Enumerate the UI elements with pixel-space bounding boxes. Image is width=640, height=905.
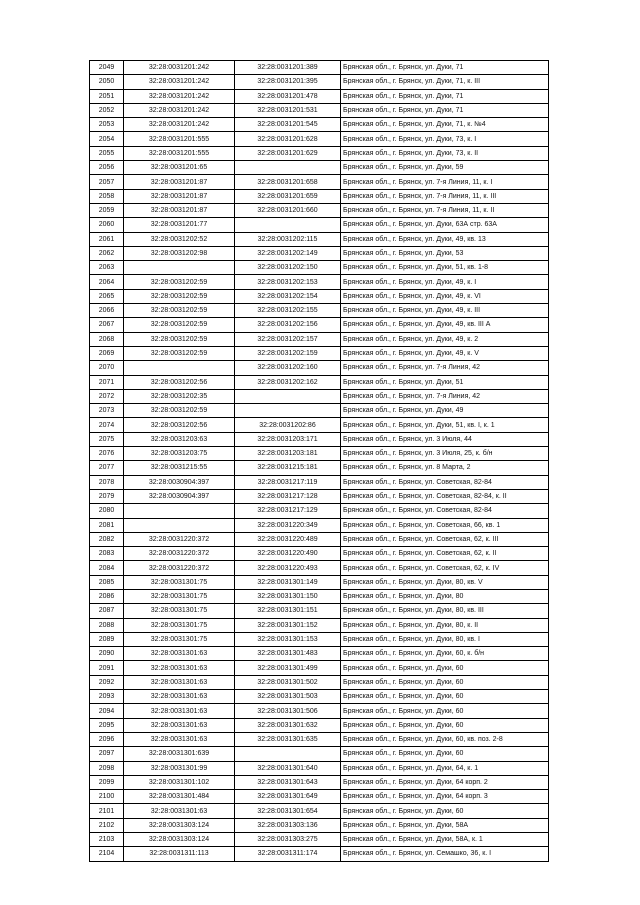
row-number-cell: 2098 [90,761,124,775]
parcel-cadastral-number-cell: 32:28:0031201:555 [124,132,235,146]
object-cadastral-number-cell: 32:28:0031301:503 [235,690,341,704]
object-cadastral-number-cell: 32:28:0031202:153 [235,275,341,289]
address-cell: Брянская обл., г. Брянск, ул. Дуки, 60, к. б/н [341,647,549,661]
address-cell: Брянская обл., г. Брянск, ул. Дуки, 59 [341,161,549,175]
row-number-cell: 2070 [90,361,124,375]
address-cell: Брянская обл., г. Брянск, ул. Советская, 82-84 [341,475,549,489]
parcel-cadastral-number-cell: 32:28:0031301:75 [124,575,235,589]
row-number-cell: 2096 [90,732,124,746]
parcel-cadastral-number-cell [124,361,235,375]
object-cadastral-number-cell: 32:28:0031301:150 [235,589,341,603]
table-row [90,375,549,389]
parcel-cadastral-number-cell: 32:28:0031202:59 [124,346,235,360]
object-cadastral-number-cell: 32:28:0031301:152 [235,618,341,632]
parcel-cadastral-number-cell: 32:28:0031301:63 [124,804,235,818]
table-row [90,818,549,832]
row-number-cell: 2083 [90,547,124,561]
parcel-cadastral-number-cell: 32:28:0031201:65 [124,161,235,175]
address-cell: Брянская обл., г. Брянск, ул. Дуки, 49, кв. 13 [341,232,549,246]
object-cadastral-number-cell: 32:28:0031202:154 [235,289,341,303]
row-number-cell: 2104 [90,847,124,861]
address-cell: Брянская обл., г. Брянск, ул. Дуки, 80, кв. I [341,632,549,646]
row-number-cell: 2079 [90,489,124,503]
row-number-cell: 2073 [90,404,124,418]
object-cadastral-number-cell [235,218,341,232]
address-cell: Брянская обл., г. Брянск, ул. 7-я Линия, 11, к. I [341,175,549,189]
parcel-cadastral-number-cell: 32:28:0031201:242 [124,103,235,117]
object-cadastral-number-cell: 32:28:0031301:153 [235,632,341,646]
row-number-cell: 2078 [90,475,124,489]
row-number-cell: 2093 [90,690,124,704]
parcel-cadastral-number-cell: 32:28:0031201:242 [124,61,235,75]
table-row [90,418,549,432]
address-cell: Брянская обл., г. Брянск, ул. Дуки, 60 [341,690,549,704]
object-cadastral-number-cell: 32:28:0031203:171 [235,432,341,446]
parcel-cadastral-number-cell: 32:28:0031202:52 [124,232,235,246]
address-cell: Брянская обл., г. Брянск, ул. Советская, 66, кв. 1 [341,518,549,532]
table-row [90,389,549,403]
address-cell: Брянская обл., г. Брянск, ул. Дуки, 73, к. I [341,132,549,146]
parcel-cadastral-number-cell: 32:28:0031201:87 [124,189,235,203]
object-cadastral-number-cell: 32:28:0031311:174 [235,847,341,861]
row-number-cell: 2054 [90,132,124,146]
object-cadastral-number-cell: 32:28:0031301:643 [235,775,341,789]
row-number-cell: 2072 [90,389,124,403]
table-row [90,847,549,861]
object-cadastral-number-cell: 32:28:0031301:632 [235,718,341,732]
address-cell: Брянская обл., г. Брянск, ул. Дуки, 51, кв. 1-8 [341,261,549,275]
object-cadastral-number-cell: 32:28:0031301:149 [235,575,341,589]
object-cadastral-number-cell: 32:28:0031202:115 [235,232,341,246]
row-number-cell: 2060 [90,218,124,232]
object-cadastral-number-cell: 32:28:0031217:129 [235,504,341,518]
table-row [90,804,549,818]
object-cadastral-number-cell: 32:28:0031202:159 [235,346,341,360]
table-row [90,504,549,518]
parcel-cadastral-number-cell [124,261,235,275]
row-number-cell: 2086 [90,589,124,603]
parcel-cadastral-number-cell: 32:28:0031301:63 [124,675,235,689]
object-cadastral-number-cell: 32:28:0031301:506 [235,704,341,718]
address-cell: Брянская обл., г. Брянск, ул. Дуки, 71, к. III [341,75,549,89]
table-row [90,647,549,661]
address-cell: Брянская обл., г. Брянск, ул. Дуки, 63А стр. 63А [341,218,549,232]
table-row [90,232,549,246]
row-number-cell: 2084 [90,561,124,575]
row-number-cell: 2094 [90,704,124,718]
table-row [90,833,549,847]
parcel-cadastral-number-cell: 32:28:0031301:102 [124,775,235,789]
address-cell: Брянская обл., г. Брянск, ул. Семашко, 36, к. I [341,847,549,861]
address-cell: Брянская обл., г. Брянск, ул. 3 Июля, 25, к. б/н [341,447,549,461]
parcel-cadastral-number-cell: 32:28:0031201:242 [124,118,235,132]
address-cell: Брянская обл., г. Брянск, ул. Дуки, 49, к. I [341,275,549,289]
table-row [90,261,549,275]
parcel-cadastral-number-cell: 32:28:0031301:484 [124,790,235,804]
address-cell: Брянская обл., г. Брянск, ул. 7-я Линия, 11, к. III [341,189,549,203]
object-cadastral-number-cell: 32:28:0031201:628 [235,132,341,146]
parcel-cadastral-number-cell: 32:28:0031301:75 [124,618,235,632]
table-row [90,203,549,217]
object-cadastral-number-cell: 32:28:0031301:483 [235,647,341,661]
parcel-cadastral-number-cell: 32:28:0031301:63 [124,661,235,675]
address-cell: Брянская обл., г. Брянск, ул. Дуки, 64, к. 1 [341,761,549,775]
address-cell: Брянская обл., г. Брянск, ул. Дуки, 71 [341,61,549,75]
parcel-cadastral-number-cell: 32:28:0031201:555 [124,146,235,160]
table-row [90,475,549,489]
object-cadastral-number-cell: 32:28:0031301:502 [235,675,341,689]
row-number-cell: 2052 [90,103,124,117]
address-cell: Брянская обл., г. Брянск, ул. Дуки, 51, кв. I, к. 1 [341,418,549,432]
row-number-cell: 2075 [90,432,124,446]
row-number-cell: 2063 [90,261,124,275]
table-row [90,246,549,260]
table-row [90,518,549,532]
parcel-cadastral-number-cell: 32:28:0031301:99 [124,761,235,775]
address-cell: Брянская обл., г. Брянск, ул. 7-я Линия, 42 [341,389,549,403]
object-cadastral-number-cell: 32:28:0031220:349 [235,518,341,532]
parcel-cadastral-number-cell: 32:28:0031220:372 [124,532,235,546]
parcel-cadastral-number-cell: 32:28:0031202:59 [124,332,235,346]
table-row [90,489,549,503]
parcel-cadastral-number-cell: 32:28:0031301:63 [124,690,235,704]
row-number-cell: 2067 [90,318,124,332]
object-cadastral-number-cell: 32:28:0031301:649 [235,790,341,804]
table-row [90,103,549,117]
address-cell: Брянская обл., г. Брянск, ул. Дуки, 60 [341,718,549,732]
table-row [90,404,549,418]
table-row [90,161,549,175]
parcel-cadastral-number-cell: 32:28:0030904:397 [124,475,235,489]
object-cadastral-number-cell: 32:28:0031217:128 [235,489,341,503]
table-row [90,690,549,704]
registry-table [89,60,549,862]
table-row [90,718,549,732]
object-cadastral-number-cell: 32:28:0031301:654 [235,804,341,818]
row-number-cell: 2053 [90,118,124,132]
row-number-cell: 2057 [90,175,124,189]
row-number-cell: 2097 [90,747,124,761]
row-number-cell: 2090 [90,647,124,661]
address-cell: Брянская обл., г. Брянск, ул. Дуки, 73, к. II [341,146,549,160]
table-row [90,304,549,318]
object-cadastral-number-cell: 32:28:0031215:181 [235,461,341,475]
table-row [90,761,549,775]
table-row [90,75,549,89]
table-row [90,118,549,132]
address-cell: Брянская обл., г. Брянск, ул. Дуки, 58А, к. 1 [341,833,549,847]
row-number-cell: 2058 [90,189,124,203]
object-cadastral-number-cell: 32:28:0031202:149 [235,246,341,260]
row-number-cell: 2068 [90,332,124,346]
parcel-cadastral-number-cell: 32:28:0031201:242 [124,75,235,89]
address-cell: Брянская обл., г. Брянск, ул. Дуки, 49, к. 2 [341,332,549,346]
parcel-cadastral-number-cell: 32:28:0031215:55 [124,461,235,475]
row-number-cell: 2088 [90,618,124,632]
row-number-cell: 2085 [90,575,124,589]
address-cell: Брянская обл., г. Брянск, ул. Дуки, 64 корп. 3 [341,790,549,804]
parcel-cadastral-number-cell: 32:28:0031303:124 [124,833,235,847]
address-cell: Брянская обл., г. Брянск, ул. Дуки, 71, к. №4 [341,118,549,132]
object-cadastral-number-cell: 32:28:0031202:160 [235,361,341,375]
parcel-cadastral-number-cell: 32:28:0031202:35 [124,389,235,403]
parcel-cadastral-number-cell [124,504,235,518]
parcel-cadastral-number-cell: 32:28:0031202:56 [124,375,235,389]
object-cadastral-number-cell: 32:28:0031220:490 [235,547,341,561]
parcel-cadastral-number-cell: 32:28:0031202:59 [124,304,235,318]
parcel-cadastral-number-cell: 32:28:0031301:75 [124,632,235,646]
row-number-cell: 2051 [90,89,124,103]
registry-table-body [90,61,549,862]
object-cadastral-number-cell: 32:28:0031201:478 [235,89,341,103]
table-row [90,318,549,332]
object-cadastral-number-cell: 32:28:0031202:86 [235,418,341,432]
row-number-cell: 2087 [90,604,124,618]
row-number-cell: 2101 [90,804,124,818]
address-cell: Брянская обл., г. Брянск, ул. Дуки, 64 корп. 2 [341,775,549,789]
parcel-cadastral-number-cell: 32:28:0030904:397 [124,489,235,503]
parcel-cadastral-number-cell: 32:28:0031201:242 [124,89,235,103]
object-cadastral-number-cell: 32:28:0031301:635 [235,732,341,746]
parcel-cadastral-number-cell: 32:28:0031303:124 [124,818,235,832]
row-number-cell: 2095 [90,718,124,732]
object-cadastral-number-cell: 32:28:0031301:151 [235,604,341,618]
address-cell: Брянская обл., г. Брянск, ул. Советская, 82-84 [341,504,549,518]
object-cadastral-number-cell: 32:28:0031202:150 [235,261,341,275]
parcel-cadastral-number-cell: 32:28:0031201:87 [124,175,235,189]
parcel-cadastral-number-cell: 32:28:0031301:75 [124,604,235,618]
object-cadastral-number-cell: 32:28:0031203:181 [235,447,341,461]
row-number-cell: 2082 [90,532,124,546]
parcel-cadastral-number-cell: 32:28:0031301:639 [124,747,235,761]
parcel-cadastral-number-cell: 32:28:0031220:372 [124,547,235,561]
row-number-cell: 2077 [90,461,124,475]
address-cell: Брянская обл., г. Брянск, ул. Советская, 62, к. II [341,547,549,561]
row-number-cell: 2069 [90,346,124,360]
address-cell: Брянская обл., г. Брянск, ул. Советская, 62, к. III [341,532,549,546]
parcel-cadastral-number-cell: 32:28:0031203:63 [124,432,235,446]
row-number-cell: 2049 [90,61,124,75]
parcel-cadastral-number-cell: 32:28:0031202:56 [124,418,235,432]
object-cadastral-number-cell: 32:28:0031220:493 [235,561,341,575]
table-row [90,618,549,632]
parcel-cadastral-number-cell: 32:28:0031301:75 [124,589,235,603]
row-number-cell: 2091 [90,661,124,675]
table-row [90,447,549,461]
object-cadastral-number-cell: 32:28:0031201:545 [235,118,341,132]
parcel-cadastral-number-cell [124,518,235,532]
row-number-cell: 2089 [90,632,124,646]
table-row [90,732,549,746]
parcel-cadastral-number-cell: 32:28:0031202:59 [124,404,235,418]
parcel-cadastral-number-cell: 32:28:0031202:59 [124,275,235,289]
object-cadastral-number-cell [235,404,341,418]
row-number-cell: 2062 [90,246,124,260]
address-cell: Брянская обл., г. Брянск, ул. Советская, 62, к. IV [341,561,549,575]
table-row [90,175,549,189]
object-cadastral-number-cell: 32:28:0031202:157 [235,332,341,346]
parcel-cadastral-number-cell: 32:28:0031220:372 [124,561,235,575]
address-cell: Брянская обл., г. Брянск, ул. Дуки, 71 [341,89,549,103]
table-row [90,218,549,232]
table-row [90,561,549,575]
address-cell: Брянская обл., г. Брянск, ул. Дуки, 49, к. VI [341,289,549,303]
row-number-cell: 2066 [90,304,124,318]
table-row [90,747,549,761]
table-row [90,704,549,718]
table-row [90,361,549,375]
row-number-cell: 2103 [90,833,124,847]
table-row [90,532,549,546]
parcel-cadastral-number-cell: 32:28:0031201:77 [124,218,235,232]
address-cell: Брянская обл., г. Брянск, ул. Дуки, 60 [341,675,549,689]
row-number-cell: 2065 [90,289,124,303]
address-cell: Брянская обл., г. Брянск, ул. Дуки, 49, к. III [341,304,549,318]
row-number-cell: 2080 [90,504,124,518]
table-row [90,661,549,675]
object-cadastral-number-cell: 32:28:0031301:640 [235,761,341,775]
object-cadastral-number-cell: 32:28:0031201:660 [235,203,341,217]
object-cadastral-number-cell: 32:28:0031217:119 [235,475,341,489]
table-row [90,547,549,561]
table-row [90,604,549,618]
row-number-cell: 2099 [90,775,124,789]
address-cell: Брянская обл., г. Брянск, ул. Дуки, 60 [341,661,549,675]
address-cell: Брянская обл., г. Брянск, ул. Дуки, 60 [341,804,549,818]
object-cadastral-number-cell: 32:28:0031202:162 [235,375,341,389]
table-row [90,790,549,804]
address-cell: Брянская обл., г. Брянск, ул. Советская, 82-84, к. II [341,489,549,503]
object-cadastral-number-cell: 32:28:0031201:389 [235,61,341,75]
parcel-cadastral-number-cell: 32:28:0031301:63 [124,732,235,746]
table-row [90,289,549,303]
row-number-cell: 2061 [90,232,124,246]
parcel-cadastral-number-cell: 32:28:0031201:87 [124,203,235,217]
table-row [90,589,549,603]
address-cell: Брянская обл., г. Брянск, ул. Дуки, 71 [341,103,549,117]
row-number-cell: 2100 [90,790,124,804]
table-row [90,675,549,689]
row-number-cell: 2059 [90,203,124,217]
object-cadastral-number-cell: 32:28:0031301:499 [235,661,341,675]
parcel-cadastral-number-cell: 32:28:0031203:75 [124,447,235,461]
row-number-cell: 2050 [90,75,124,89]
table-row [90,275,549,289]
table-row [90,61,549,75]
address-cell: Брянская обл., г. Брянск, ул. 7-я Линия, 11, к. II [341,203,549,217]
row-number-cell: 2102 [90,818,124,832]
row-number-cell: 2092 [90,675,124,689]
row-number-cell: 2055 [90,146,124,160]
table-row [90,346,549,360]
table-row [90,89,549,103]
address-cell: Брянская обл., г. Брянск, ул. Дуки, 58А [341,818,549,832]
address-cell: Брянская обл., г. Брянск, ул. 3 Июля, 44 [341,432,549,446]
address-cell: Брянская обл., г. Брянск, ул. 8 Марта, 2 [341,461,549,475]
table-row [90,775,549,789]
address-cell: Брянская обл., г. Брянск, ул. Дуки, 80 [341,589,549,603]
object-cadastral-number-cell: 32:28:0031202:155 [235,304,341,318]
object-cadastral-number-cell: 32:28:0031201:531 [235,103,341,117]
object-cadastral-number-cell [235,389,341,403]
parcel-cadastral-number-cell: 32:28:0031301:63 [124,704,235,718]
table-row [90,189,549,203]
object-cadastral-number-cell: 32:28:0031220:489 [235,532,341,546]
address-cell: Брянская обл., г. Брянск, ул. Дуки, 80, к. II [341,618,549,632]
object-cadastral-number-cell [235,161,341,175]
row-number-cell: 2056 [90,161,124,175]
object-cadastral-number-cell: 32:28:0031303:136 [235,818,341,832]
row-number-cell: 2076 [90,447,124,461]
address-cell: Брянская обл., г. Брянск, ул. Дуки, 49, кв. III А [341,318,549,332]
row-number-cell: 2074 [90,418,124,432]
row-number-cell: 2081 [90,518,124,532]
parcel-cadastral-number-cell: 32:28:0031301:63 [124,647,235,661]
address-cell: Брянская обл., г. Брянск, ул. 7-я Линия, 42 [341,361,549,375]
address-cell: Брянская обл., г. Брянск, ул. Дуки, 49 [341,404,549,418]
table-row [90,432,549,446]
object-cadastral-number-cell: 32:28:0031201:629 [235,146,341,160]
parcel-cadastral-number-cell: 32:28:0031311:113 [124,847,235,861]
address-cell: Брянская обл., г. Брянск, ул. Дуки, 60 [341,704,549,718]
address-cell: Брянская обл., г. Брянск, ул. Дуки, 80, кв. V [341,575,549,589]
address-cell: Брянская обл., г. Брянск, ул. Дуки, 60 [341,747,549,761]
address-cell: Брянская обл., г. Брянск, ул. Дуки, 49, к. V [341,346,549,360]
table-row [90,575,549,589]
object-cadastral-number-cell: 32:28:0031201:659 [235,189,341,203]
row-number-cell: 2071 [90,375,124,389]
parcel-cadastral-number-cell: 32:28:0031202:98 [124,246,235,260]
table-row [90,146,549,160]
object-cadastral-number-cell [235,747,341,761]
address-cell: Брянская обл., г. Брянск, ул. Дуки, 60, кв. поз. 2-8 [341,732,549,746]
object-cadastral-number-cell: 32:28:0031202:156 [235,318,341,332]
object-cadastral-number-cell: 32:28:0031201:395 [235,75,341,89]
address-cell: Брянская обл., г. Брянск, ул. Дуки, 53 [341,246,549,260]
parcel-cadastral-number-cell: 32:28:0031202:59 [124,318,235,332]
parcel-cadastral-number-cell: 32:28:0031202:59 [124,289,235,303]
table-row [90,332,549,346]
address-cell: Брянская обл., г. Брянск, ул. Дуки, 51 [341,375,549,389]
object-cadastral-number-cell: 32:28:0031303:275 [235,833,341,847]
table-row [90,632,549,646]
table-row [90,132,549,146]
address-cell: Брянская обл., г. Брянск, ул. Дуки, 80, кв. III [341,604,549,618]
parcel-cadastral-number-cell: 32:28:0031301:63 [124,718,235,732]
row-number-cell: 2064 [90,275,124,289]
table-row [90,461,549,475]
object-cadastral-number-cell: 32:28:0031201:658 [235,175,341,189]
